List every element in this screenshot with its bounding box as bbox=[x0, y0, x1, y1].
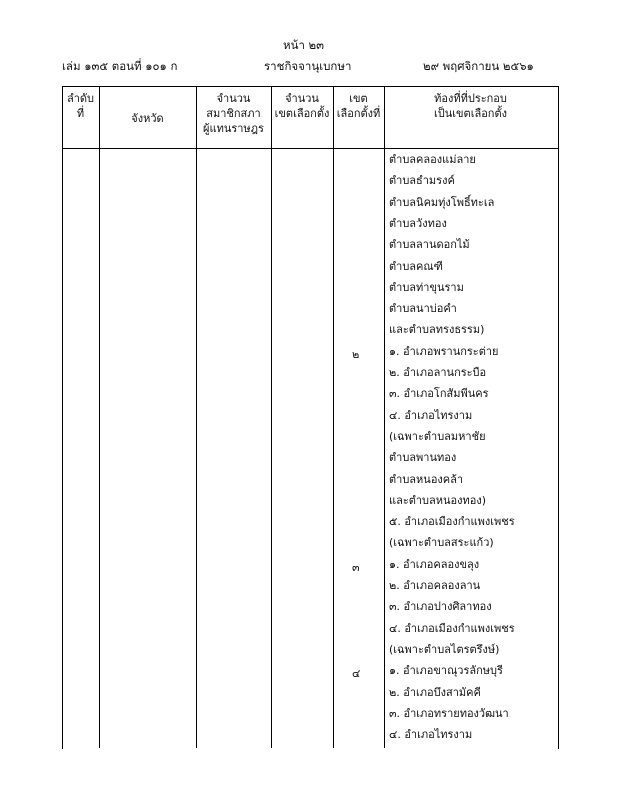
area-line: ๕. อำเภอเมืองกำแพงเพชร bbox=[389, 515, 515, 529]
col-area-header bbox=[384, 91, 557, 121]
area-line: (เฉพาะตำบลสระแก้ว) bbox=[389, 536, 494, 550]
district-number: ๒ bbox=[352, 347, 360, 361]
area-line: ตำบลลานดอกไม้ bbox=[389, 238, 470, 252]
area-line: ๓. อำเภอโกสัมพีนคร bbox=[389, 387, 489, 401]
header-line: เป็นเขตเลือกตั้ง bbox=[434, 107, 507, 120]
area-line: ตำบลนาบ่อคำ bbox=[389, 302, 457, 316]
area-line: (เฉพาะตำบลมหาชัย bbox=[389, 429, 486, 443]
area-line: ๒. อำเภอลานกระบือ bbox=[389, 366, 487, 379]
header-line: ผู้แทนราษฎร bbox=[203, 122, 264, 135]
area-line: ตำบลธำมรงค์ bbox=[389, 174, 455, 188]
volume-issue: เล่ม ๑๓๕ ตอนที่ ๑๐๑ ก bbox=[62, 59, 178, 73]
area-line: ๔. อำเภอไทรงาม bbox=[389, 728, 473, 742]
col-mp-count-header bbox=[196, 91, 271, 136]
area-line: ตำบลวังทอง bbox=[389, 216, 447, 230]
page-number: หน้า ๒๓ bbox=[283, 38, 324, 52]
area-line: (เฉพาะตำบลไตรตรึงษ์) bbox=[389, 642, 500, 656]
area-line: ตำบลนิคมทุ่งโพธิ์ทะเล bbox=[389, 195, 495, 209]
header-line: สมาชิกสภา bbox=[206, 107, 261, 120]
gazette-name: ราชกิจจานุเบกษา bbox=[264, 59, 352, 73]
col-district-count-header bbox=[271, 91, 333, 121]
area-line: ตำบลท่าขุนราม bbox=[389, 280, 464, 294]
col-province-header bbox=[99, 111, 196, 126]
header-line: ท้องที่ที่ประกอบ bbox=[434, 92, 507, 105]
area-line: ตำบลพานทอง bbox=[389, 451, 457, 465]
area-line: ๑. อำเภอขาณุวรลักษบุรี bbox=[389, 664, 503, 678]
column-divider bbox=[333, 86, 334, 748]
header-line: ที่ bbox=[76, 107, 85, 120]
area-line: ๔. อำเภอเมืองกำแพงเพชร bbox=[389, 621, 515, 635]
area-line: ๒. อำเภอบึงสามัคคี bbox=[389, 685, 481, 699]
header-line: เลือกตั้งที่ bbox=[336, 107, 381, 120]
area-line: ๓. อำเภอปางศิลาทอง bbox=[389, 600, 492, 614]
publication-date: ๒๙ พฤศจิกายน ๒๕๖๑ bbox=[423, 59, 534, 73]
area-line: ตำบลหนองคล้า bbox=[389, 472, 464, 486]
district-number: ๓ bbox=[352, 560, 360, 574]
column-divider bbox=[271, 86, 272, 748]
column-divider bbox=[196, 86, 197, 748]
header-divider bbox=[62, 148, 559, 149]
area-line: ตำบลคลองแม่ลาย bbox=[389, 153, 476, 166]
header-line: ลำดับ bbox=[66, 92, 95, 105]
header-line: จังหวัด bbox=[131, 112, 164, 125]
district-number: ๔ bbox=[352, 667, 361, 681]
area-line: และตำบลทรงธรรม) bbox=[389, 323, 485, 337]
col-order-header bbox=[62, 91, 99, 121]
area-line: ๑. อำเภอพรานกระต่าย bbox=[389, 344, 499, 358]
header-line: เขตเลือกตั้ง bbox=[274, 107, 330, 120]
area-line: ตำบลคณฑี bbox=[389, 259, 443, 273]
column-divider bbox=[99, 86, 100, 748]
column-divider bbox=[384, 86, 385, 748]
header-line: จำนวน bbox=[216, 92, 251, 105]
header-line: จำนวน bbox=[285, 92, 319, 105]
col-district-no-header bbox=[333, 91, 384, 121]
area-line: ๓. อำเภอทรายทองวัฒนา bbox=[389, 706, 509, 720]
area-line: ๔. อำเภอไทรงาม bbox=[389, 408, 473, 422]
area-line: และตำบลหนองทอง) bbox=[389, 493, 487, 507]
header-line: เขต bbox=[349, 92, 368, 105]
area-line: ๒. อำเภอคลองลาน bbox=[389, 579, 481, 592]
area-line: ๑. อำเภอคลองขลุง bbox=[389, 557, 480, 571]
